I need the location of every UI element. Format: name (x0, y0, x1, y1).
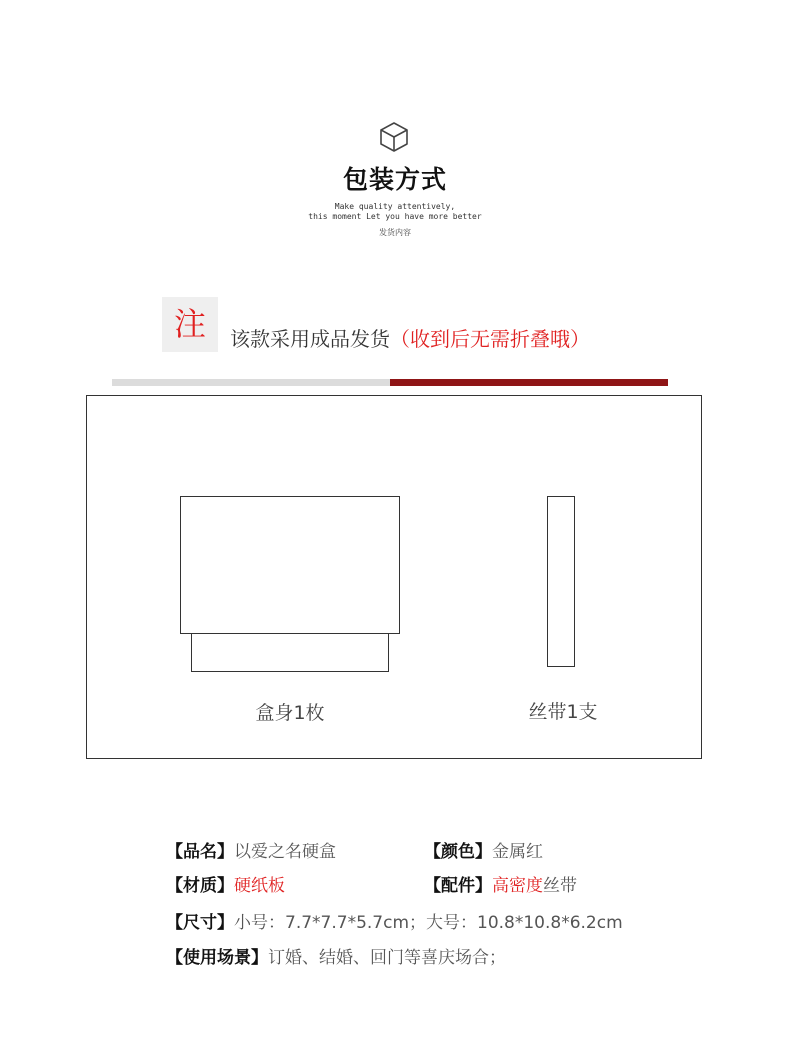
box-icon (378, 120, 410, 154)
spec-size (166, 908, 623, 933)
spec-accessory-value: 丝带 (543, 876, 577, 896)
box-base-shape (191, 633, 389, 672)
spec-name (166, 837, 336, 862)
note-badge: 注 (162, 297, 218, 352)
spec-color-key: 【颜色】 (424, 842, 492, 862)
divider-bar-gray (112, 379, 390, 386)
spec-accessory-value-red: 高密度 (492, 876, 543, 896)
subtitle-line-1: Make quality attentively, (334, 202, 456, 211)
spec-size-key: 【尺寸】 (166, 913, 234, 933)
page-title: 包装方式 (342, 165, 447, 194)
box-label: 盒身1枚 (255, 702, 325, 724)
subtitle-line-2: this moment Let you have more better (308, 212, 482, 221)
ribbon-shape (547, 496, 575, 667)
spec-color (424, 837, 543, 862)
spec-usage (166, 943, 506, 968)
spec-material-key: 【材质】 (166, 876, 234, 896)
spec-material (166, 871, 285, 896)
spec-usage-key: 【使用场景】 (166, 948, 268, 968)
spec-accessory-key: 【配件】 (424, 876, 492, 896)
spec-size-value: 小号：7.7*7.7*5.7cm；大号：10.8*10.8*6.2cm (234, 913, 623, 933)
spec-name-value: 以爱之名硬盒 (234, 842, 336, 862)
spec-color-value: 金属红 (492, 842, 543, 862)
spec-accessory (424, 871, 577, 896)
notice-text (230, 323, 590, 352)
spec-name-key: 【品名】 (166, 842, 234, 862)
notice-main: 该款采用成品发货 (230, 327, 390, 351)
spec-usage-value: 订婚、结婚、回门等喜庆场合； (268, 948, 506, 968)
box-lid-shape (180, 496, 400, 634)
subtitle (0, 202, 790, 222)
spec-material-value: 硬纸板 (234, 876, 285, 896)
section-caption: 发货内容 (379, 228, 411, 237)
notice-highlight: （收到后无需折叠哦） (390, 327, 590, 351)
divider-bar-red (390, 379, 668, 386)
ribbon-label: 丝带1支 (528, 701, 598, 723)
